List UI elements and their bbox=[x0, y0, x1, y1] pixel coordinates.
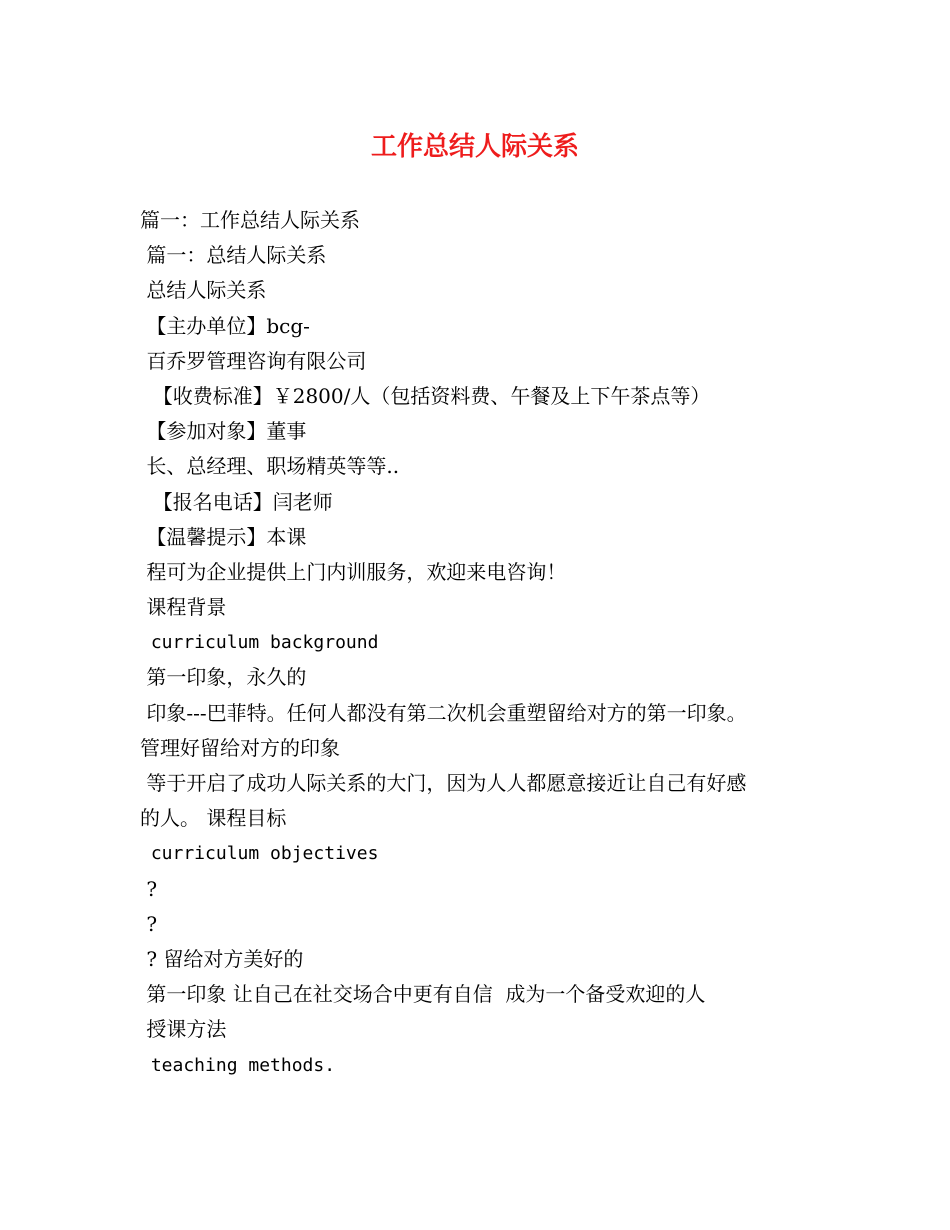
text-line: 第一印象，永久的 bbox=[140, 665, 307, 690]
text-line: ? 留给对方美好的 bbox=[140, 946, 304, 971]
document-body bbox=[140, 203, 820, 1083]
text-line: 【温馨提示】本课 bbox=[140, 524, 307, 549]
text-line: 【主办单位】bcg- bbox=[140, 313, 310, 338]
text-line: 印象---巴菲特。任何人都没有第二次机会重塑留给对方的第一印象。 bbox=[140, 700, 747, 725]
text-line: 篇一：总结人际关系 bbox=[140, 243, 327, 268]
text-line: ? bbox=[140, 876, 158, 901]
text-line: curriculum objectives bbox=[140, 843, 379, 865]
text-line: 管理好留给对方的印象 bbox=[140, 735, 340, 760]
text-line: teaching methods. bbox=[140, 1054, 336, 1076]
text-line: 的人。 课程目标 bbox=[140, 806, 287, 831]
text-line: 篇一：工作总结人际关系 bbox=[140, 208, 360, 232]
text-line: 第一印象 让自己在社交场合中更有自信 成为一个备受欢迎的人 bbox=[140, 982, 706, 1007]
text-line: 课程背景 bbox=[140, 595, 227, 620]
text-line: 总结人际关系 bbox=[140, 278, 267, 303]
text-line: curriculum background bbox=[140, 632, 379, 654]
document-title: 工作总结人际关系 bbox=[370, 132, 579, 162]
text-line: 【参加对象】董事 bbox=[140, 419, 307, 444]
text-line: 百乔罗管理咨询有限公司 bbox=[140, 348, 367, 373]
text-line: 【报名电话】闫老师 bbox=[140, 489, 333, 514]
text-line: 授课方法 bbox=[140, 1017, 227, 1042]
text-line: 程可为企业提供上门内训服务，欢迎来电咨询！ bbox=[140, 559, 567, 584]
text-line: 【收费标准】￥2800/人（包括资料费、午餐及上下午茶点等） bbox=[140, 383, 711, 408]
text-line: 等于开启了成功人际关系的大门，因为人人都愿意接近让自己有好感 bbox=[140, 771, 747, 795]
text-line: ? bbox=[140, 911, 158, 936]
text-line: 长、总经理、职场精英等等.. bbox=[140, 454, 400, 479]
